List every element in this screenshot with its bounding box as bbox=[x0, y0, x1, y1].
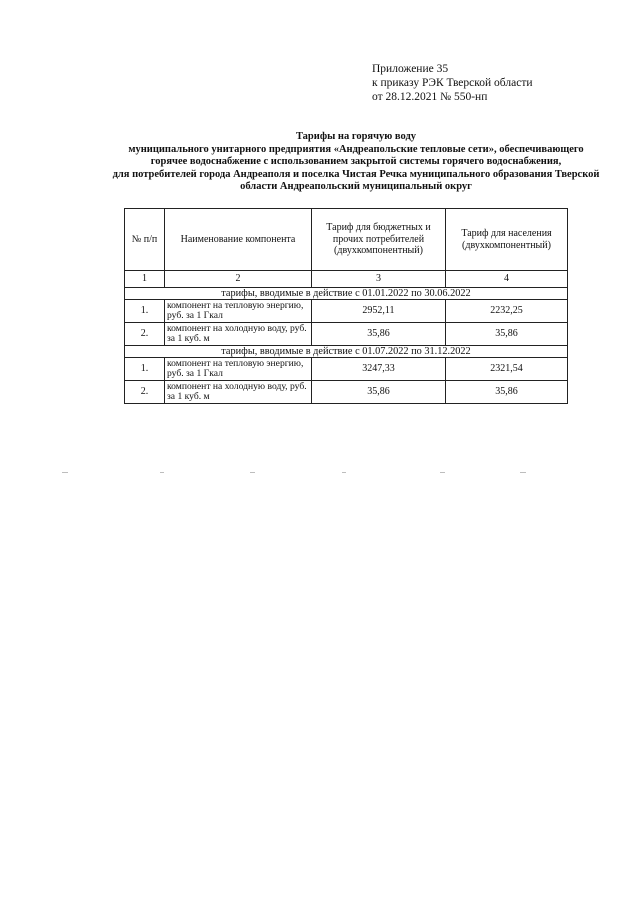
title-line: для потребителей города Андреаполя и поселка Чистая Речка муниципального образования Тверской bbox=[112, 168, 600, 180]
period-label: тарифы, вводимые в действие с 01.07.2022 по 31.12.2022 bbox=[125, 346, 568, 358]
appendix-block bbox=[372, 62, 533, 104]
title-line: Тарифы на горячую воду bbox=[295, 131, 417, 142]
row-number: 2. bbox=[125, 323, 165, 346]
document-title bbox=[80, 131, 632, 194]
budget-tariff-value: 35,86 bbox=[312, 323, 446, 346]
appendix-date-line: от 28.12.2021 № 550-нп bbox=[372, 91, 488, 103]
scan-artifact-mark bbox=[62, 472, 68, 473]
scan-artifact-mark bbox=[342, 472, 346, 473]
component-name: компонент на холодную воду, руб. за 1 куб. м bbox=[165, 381, 312, 404]
population-tariff-value: 2321,54 bbox=[446, 358, 568, 381]
component-name: компонент на холодную воду, руб. за 1 куб. м bbox=[165, 323, 312, 346]
header-population-tariff: Тариф для населения (двухкомпонентный) bbox=[446, 209, 568, 271]
column-number: 1 bbox=[125, 271, 165, 288]
column-number: 4 bbox=[446, 271, 568, 288]
budget-tariff-value: 35,86 bbox=[312, 381, 446, 404]
budget-tariff-value: 3247,33 bbox=[312, 358, 446, 381]
component-name: компонент на тепловую энергию, руб. за 1 Гкал bbox=[165, 300, 312, 323]
table-row bbox=[125, 300, 568, 323]
title-line: области Андреапольский муниципальный округ bbox=[240, 181, 472, 193]
scan-artifact-mark bbox=[160, 472, 164, 473]
title-line: муниципального унитарного предприятия «Андреапольские тепловые сети», обеспечивающего bbox=[128, 143, 584, 155]
scan-artifact-mark bbox=[250, 472, 255, 473]
scan-artifact-mark bbox=[520, 472, 526, 473]
header-component: Наименование компонента bbox=[165, 209, 312, 271]
budget-tariff-value: 2952,11 bbox=[312, 300, 446, 323]
table-row bbox=[125, 381, 568, 404]
component-name: компонент на тепловую энергию, руб. за 1 Гкал bbox=[165, 358, 312, 381]
table-row bbox=[125, 323, 568, 346]
title-line: горячее водоснабжение с использованием закрытой системы горячего водоснабжения, bbox=[150, 156, 562, 168]
column-number-row bbox=[125, 271, 568, 288]
row-number: 2. bbox=[125, 381, 165, 404]
table-header-row bbox=[125, 209, 568, 271]
appendix-line: Приложение 35 bbox=[372, 63, 449, 75]
period-row bbox=[125, 346, 568, 358]
period-row bbox=[125, 288, 568, 300]
row-number: 1. bbox=[125, 358, 165, 381]
population-tariff-value: 2232,25 bbox=[446, 300, 568, 323]
population-tariff-value: 35,86 bbox=[446, 323, 568, 346]
period-label: тарифы, вводимые в действие с 01.01.2022 по 30.06.2022 bbox=[125, 288, 568, 300]
table-row bbox=[125, 358, 568, 381]
header-number: № п/п bbox=[125, 209, 165, 271]
appendix-order-line: к приказу РЭК Тверской области bbox=[372, 77, 533, 89]
column-number: 3 bbox=[312, 271, 446, 288]
population-tariff-value: 35,86 bbox=[446, 381, 568, 404]
tariff-table bbox=[124, 208, 568, 404]
scan-artifact-mark bbox=[440, 472, 445, 473]
column-number: 2 bbox=[165, 271, 312, 288]
row-number: 1. bbox=[125, 300, 165, 323]
header-budget-tariff: Тариф для бюджетных и прочих потребителей (двухкомпонентный) bbox=[312, 209, 446, 271]
